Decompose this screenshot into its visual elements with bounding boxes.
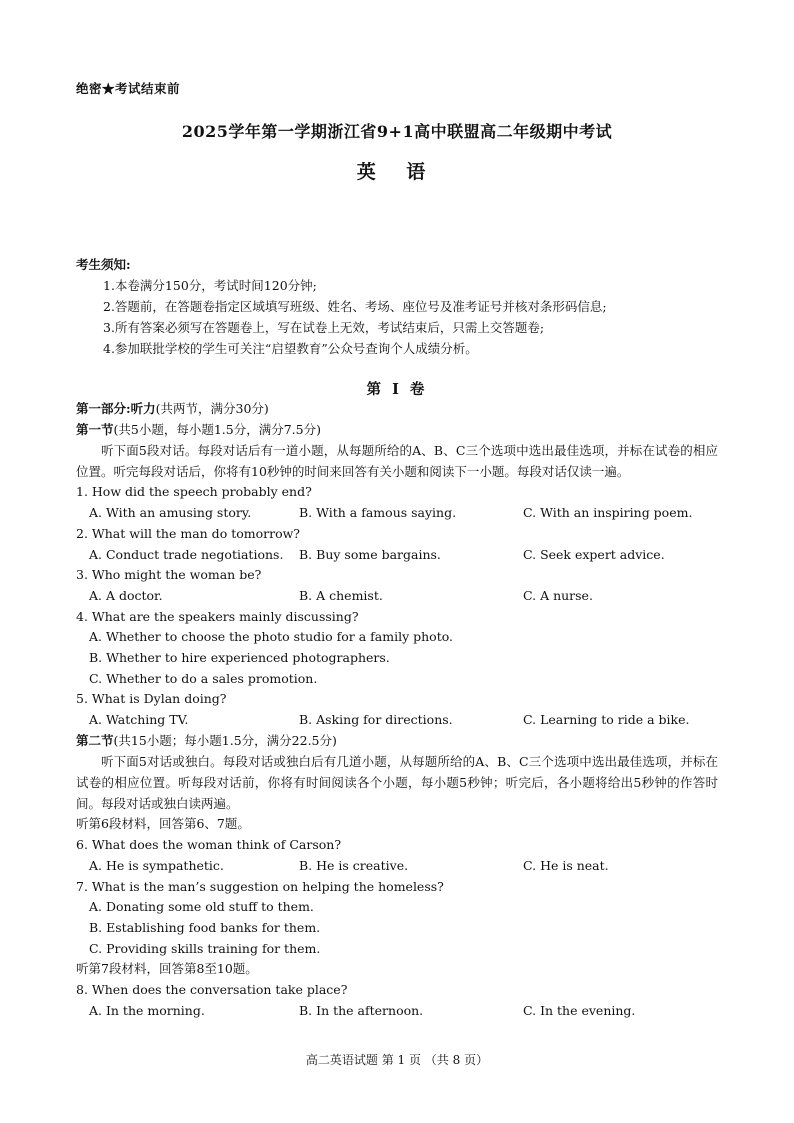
volume-heading: 第 I 卷	[366, 381, 428, 398]
option-c: C. Seek expert advice.	[523, 546, 665, 562]
option-c: C. Learning to ride a bike.	[523, 712, 690, 728]
confidential-label: 绝密★考试结束前	[76, 81, 181, 96]
notice-item: 2.答题前，在答题卷指定区域填写班级、姓名、考场、座位号及准考证号并核对条形码信息;	[103, 299, 607, 314]
notice-item: 3.所有答案必须写在答题卷上，写在试卷上无效，考试结束后，只需上交答题卷;	[103, 320, 545, 335]
question-options	[76, 586, 718, 607]
question-options	[76, 856, 718, 877]
option-a: A. In the morning.	[89, 1002, 205, 1018]
question-stem: 7. What is the man’s suggestion on helping the homeless?	[76, 878, 444, 894]
question-options	[76, 710, 718, 731]
part1-heading-bold: 第一部分:听力	[76, 401, 156, 416]
section1-instructions: 听下面5段对话。每段对话后有一道小题，从每题所给的A、B、C三个选项中选出最佳选项，并标在试卷的相应位置。听完每段对话后，你将有10秒钟的时间来回答有关小题和阅读下一小题。每段对话仅读一遍。	[76, 443, 718, 480]
question-options	[76, 545, 718, 566]
notice-item: 4.参加联批学校的学生可关注“启望教育”公众号查询个人成绩分析。	[103, 341, 478, 356]
question-stem: 2. What will the man do tomorrow?	[76, 525, 300, 541]
candidate-notice	[76, 255, 607, 359]
question-stem: 4. What are the speakers mainly discussing?	[76, 608, 359, 624]
question-stem: 1. How did the speech probably end?	[76, 484, 312, 500]
option-b: B. A chemist.	[299, 587, 383, 603]
option-b: B. In the afternoon.	[299, 1002, 424, 1018]
question-stem: 5. What is Dylan doing?	[76, 691, 227, 707]
option-b: B. Establishing food banks for them.	[89, 919, 321, 935]
option-c: C. He is neat.	[523, 857, 609, 873]
question-stem: 3. Who might the woman be?	[76, 567, 262, 583]
option-c: C. In the evening.	[523, 1002, 636, 1018]
notice-heading: 考生须知:	[76, 257, 131, 272]
section1-heading-bold: 第一节	[76, 421, 114, 437]
option-b: B. Whether to hire experienced photographers.	[89, 649, 390, 665]
option-c: C. With an inspiring poem.	[523, 505, 693, 521]
question-options	[76, 503, 718, 524]
section1-heading-rest: (共5小题，每小题1.5分，满分7.5分)	[113, 421, 321, 437]
listening-section	[76, 399, 718, 1021]
section2-instructions: 听下面5对话或独白。每段对话或独白后有几道小题，从每题所给的A、B、C三个选项中选出最佳选项，并标在试卷的相应位置。听每段对话前，你将有时间阅读各个小题，每小题5秒钟；听完后，各小题将给出5秒钟的作答时间。每段对话或独白读两遍。	[76, 754, 718, 812]
option-c: C. Whether to do a sales promotion.	[89, 670, 318, 686]
page-footer: 高二英语试题 第 1 页 （共 8 页）	[305, 1053, 489, 1067]
option-a: A. With an amusing story.	[89, 505, 252, 521]
section1-heading	[76, 420, 718, 441]
option-a: A. A doctor.	[89, 587, 163, 603]
section2-heading-rest: (共15小题；每小题1.5分，满分22.5分)	[113, 732, 337, 748]
material-7-label: 听第7段材料，回答第8至10题。	[76, 961, 258, 977]
option-a: A. He is sympathetic.	[89, 857, 224, 873]
section2-heading	[76, 731, 718, 752]
option-a: A. Watching TV.	[89, 712, 189, 728]
option-b: B. Asking for directions.	[299, 712, 453, 728]
subject-title: 英 语	[356, 161, 438, 183]
option-b: B. With a famous saying.	[299, 505, 457, 521]
question-stem: 8. When does the conversation take place?	[76, 982, 348, 998]
option-a: A. Donating some old stuff to them.	[89, 899, 314, 915]
option-c: C. A nurse.	[523, 587, 593, 603]
exam-title: 2025学年第一学期浙江省9+1高中联盟高二年级期中考试	[181, 122, 613, 141]
question-stem: 6. What does the woman think of Carson?	[76, 837, 342, 853]
part1-heading	[76, 399, 718, 420]
option-b: B. Buy some bargains.	[299, 546, 441, 562]
section2-heading-bold: 第二节	[76, 732, 114, 748]
option-b: B. He is creative.	[299, 857, 409, 873]
question-options	[76, 1001, 718, 1022]
part1-heading-rest: (共两节，满分30分)	[155, 401, 269, 416]
option-a: A. Conduct trade negotiations.	[89, 546, 284, 562]
material-6-label: 听第6段材料，回答第6、7题。	[76, 816, 250, 832]
notice-item: 1.本卷满分150分，考试时间120分钟;	[103, 278, 317, 293]
option-c: C. Providing skills training for them.	[89, 940, 321, 956]
option-a: A. Whether to choose the photo studio for a family photo.	[89, 629, 454, 645]
